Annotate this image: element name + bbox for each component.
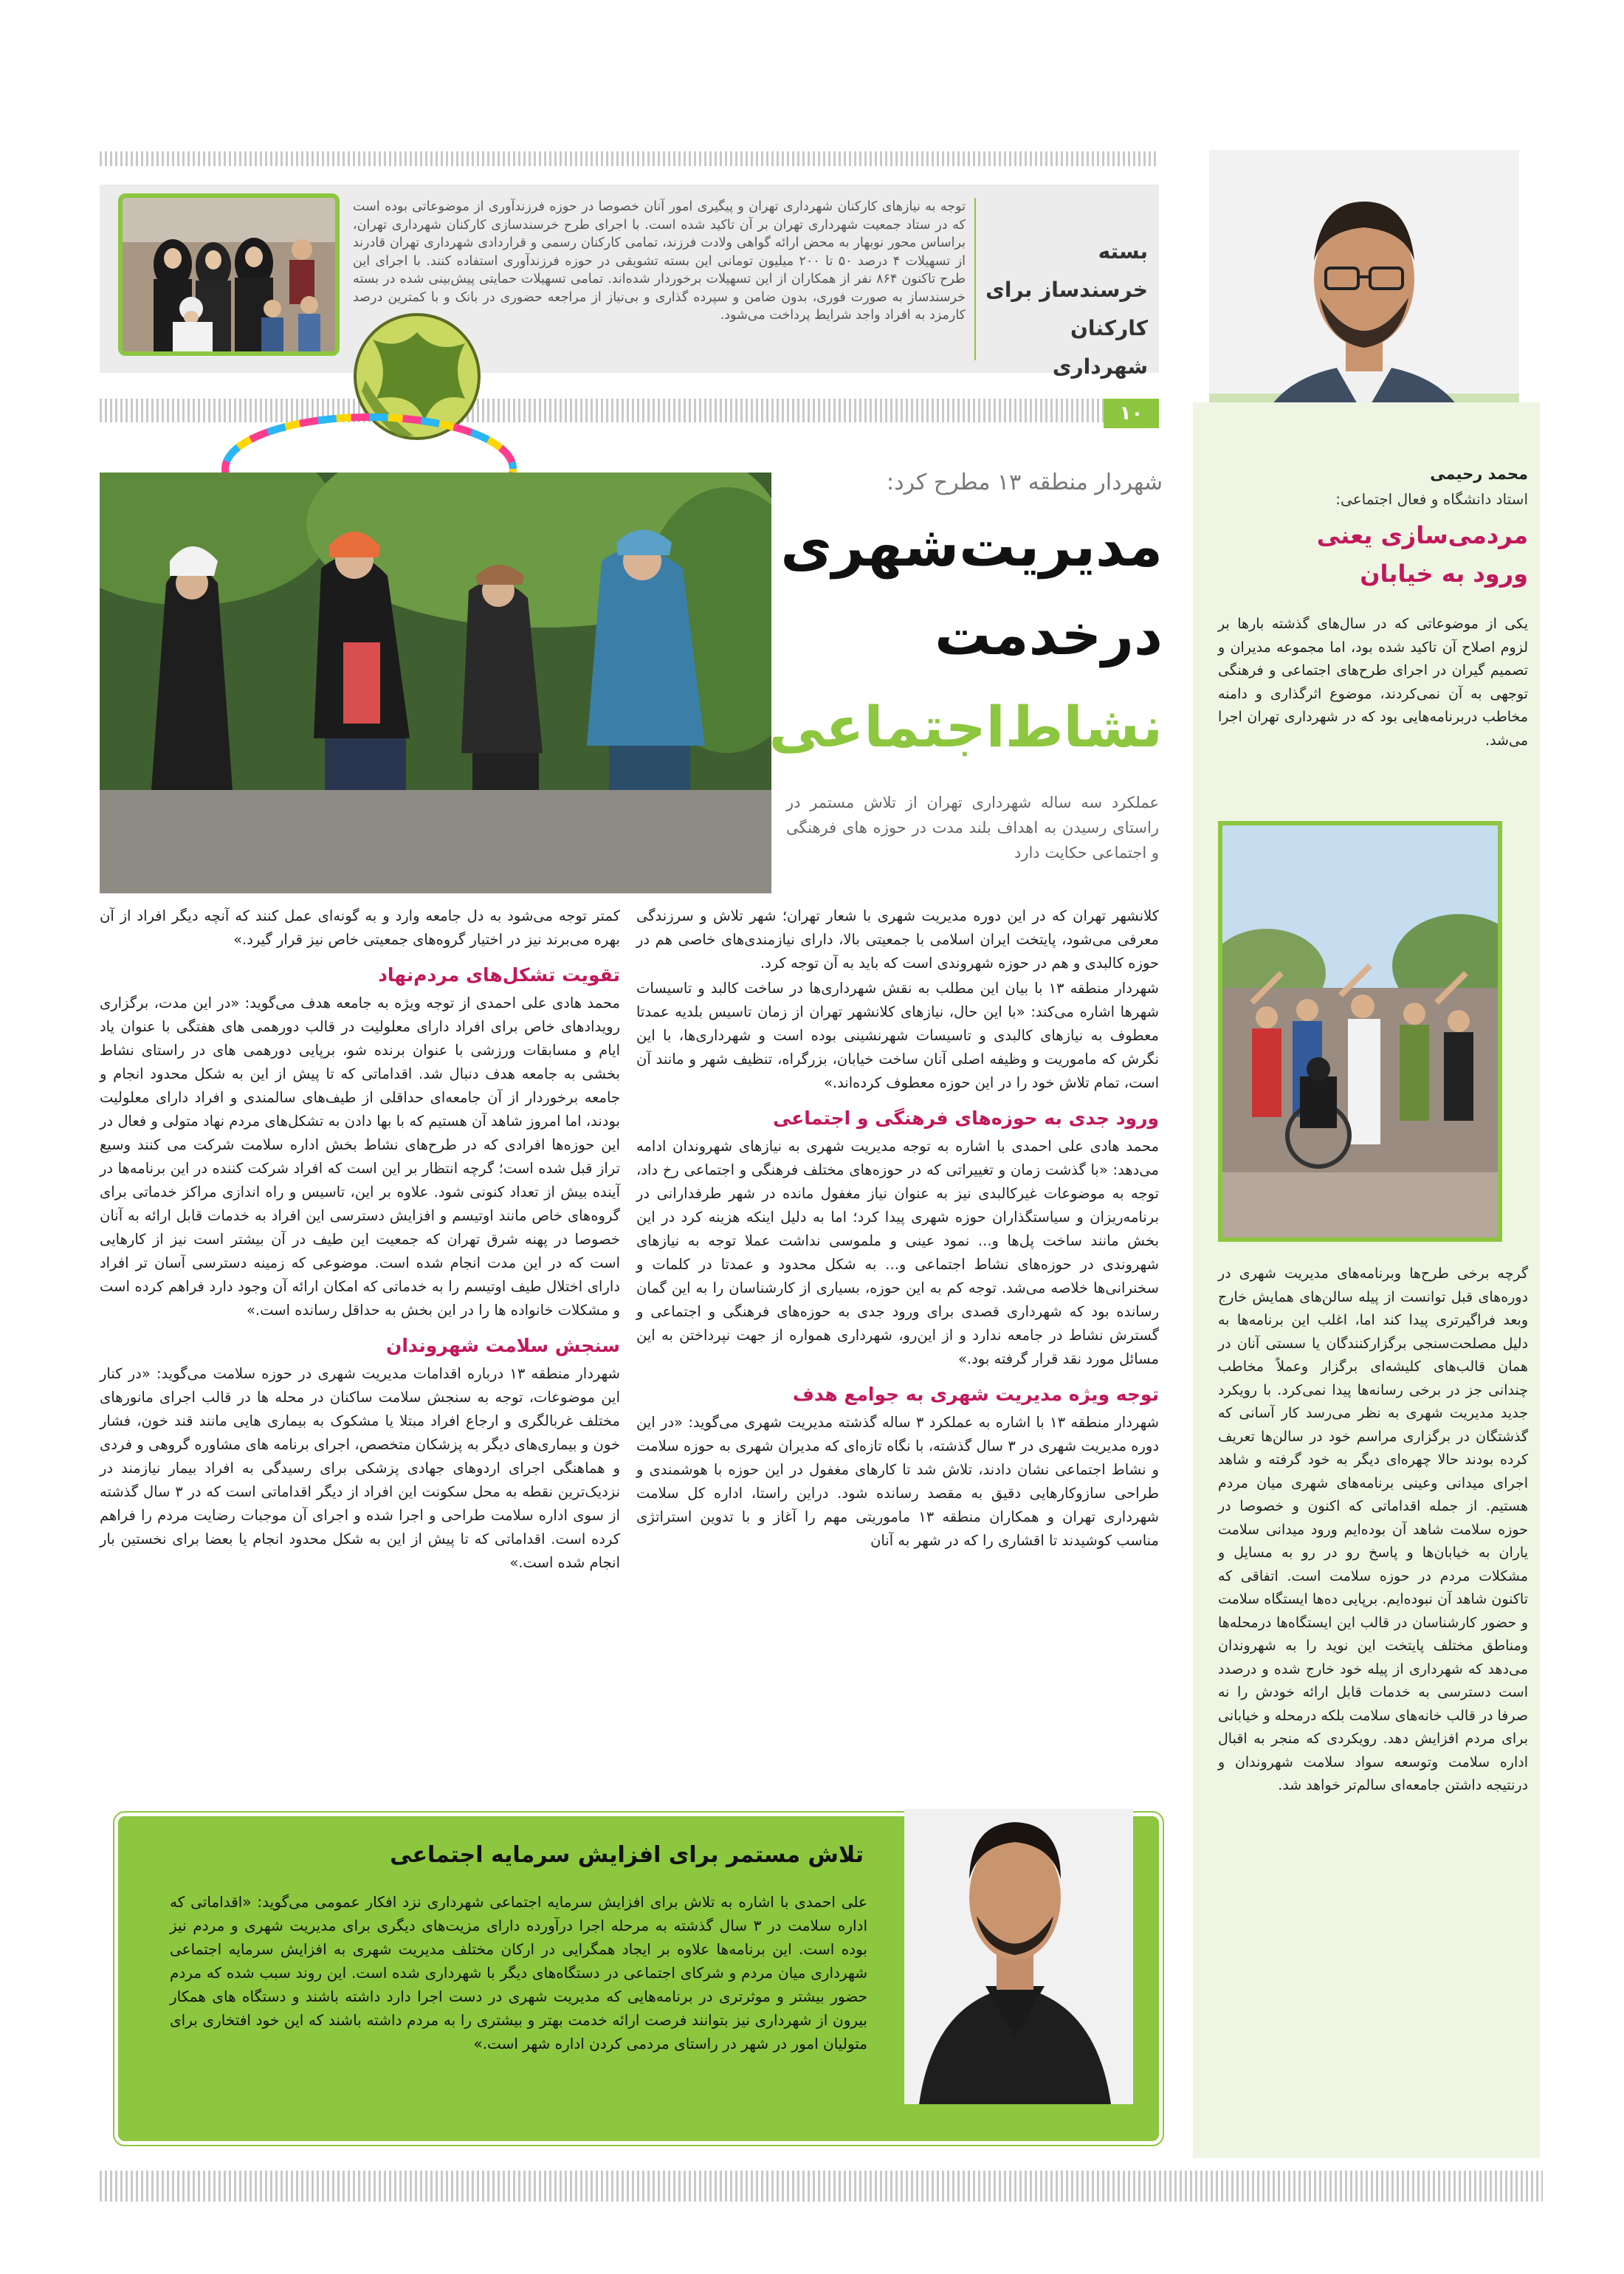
bottom-rule	[100, 2171, 1543, 2202]
sidebar-para-1: یکی از موضوعاتی که در سال‌های گذشته بارها بر لزوم اصلاح آن تاکید شده بود، اما مجموعه مدیران و تصمیم گیران در اجرای طرح‌های اجتماعی و فرهنگی توجهی به آن نمی‌کردند، موضوع اثرگذاری و دامنه مخاطب دربرنامه‌هایی بود که در شهرداری تهران اجرا می‌شد.	[1218, 616, 1528, 749]
col2-paragraph-3: شهردار منطقه ۱۳ درباره اقدامات مدیریت شهری در حوزه سلامت می‌گوید: «در کنار این موضوعات، توجه به سنجش سلامت ساکنان در محله ها در قالب اجرای مانورهای مختلف غربالگری و ارجاع افراد مبتلا یا مشکوک به بیماری هایی مانند قند خون، فشار خون و بیماری‌های دیگر به پزشکان متخصص، اجرای برنامه های مشاوره گروهی و فردی و هماهنگی اجرای اردوهای جهادی پزشکی برای رسیدگی به افراد بیمار نیازمند در نزدیک‌ترین نقطه به محل سکونت این افراد از دیگر اقداماتی است که در ۳ سال گذشته از سوی اداره سلامت طراحی و اجرا شده و اجرای آن موجبات رضایت مردم را فراهم کرده است. اقداماتی که تا پیش از این به شکل محدود انجام یا بعضا برای نخستین بار انجام شده است.»	[100, 1365, 620, 1571]
top-rule	[100, 151, 1159, 166]
sidebar-title-1: مردمی‌سازی یعنی	[1316, 521, 1528, 549]
ali-ahmadi-photo	[890, 1691, 1140, 2119]
teaser-divider	[974, 198, 976, 360]
headline-kicker: شهردار منطقه ۱۳ مطرح کرد:	[887, 470, 1163, 495]
headline-title-3: نشاط‌اجتماعی	[768, 694, 1163, 760]
headline-title-1: مدیریت‌شهری	[780, 513, 1163, 579]
col1-paragraph-4: شهردار منطقه ۱۳ با اشاره به عملکرد ۳ ساله گذشته مدیریت شهری می‌گوید: «در این دوره مدیریت شهری در ۳ سال گذشته، با نگاه تازه‌ای که مدیران شهری به حوزه سلامت و نشاط اجتماعی نشان دادند، تلاش شد تا کارهای مغفول در این حوزه با هوشمندی و طراحی سازوکارهایی دقیق به مقصد رسانده شود. دراین راستا، اداره کل سلامت شهرداری تهران و همکاران منطقه ۱۳ ماموریتی مهم را آغاز و با تدوین استراتژی مناسب کوشیدند تا اقشاری را که در شهر به آنان	[636, 1414, 1160, 1549]
teaser-title	[985, 233, 1148, 379]
teaser-body: توجه به نیازهای کارکنان شهرداری تهران و پیگیری امور آنان خصوصا در حوزه فرزندآوری از موضوعاتی بوده است که در ستاد جمعیت شهرداری تهران بر آن تاکید شده است. با اجرای طرح خرسندسازی کارکنان شهرداری تهران، براساس محور نوبهار به محض ارائه گواهی ولادت فرزند، تمامی کارکنان رسمی و قراردادی شهرداری تهران قادرند از تسهیلات ۴ درصد ۵۰ تا ۲۰۰ میلیون تومانی این بسته تشویقی در حوزه فرزندآوری استفاده کنند. با اجرای این طرح تاکنون ۸۶۴ نفر از همکاران از این تسهیلات برخوردار شده‌اند. تمامی تسهیلات حمایتی پیش‌بینی شده در بسته خرسندساز به صورت فوری، بدون ضامن و سپرده گذاری و بی‌نیاز از مراجعه حضوری در بانک و با کمترین درصد کارمزد به افراد واجد شرایط پرداخت می‌شود.	[353, 199, 966, 323]
sidebar-title-2: ورود به خیابان	[1360, 560, 1528, 588]
callout-body: علی احمدی با اشاره به تلاش برای افزایش سرمایه اجتماعی شهرداری نزد افکار عمومی می‌گوید: «اقداماتی که اداره سلامت در ۳ سال گذشته به مرحله اجرا درآورده دارای مزیت‌های دیگری برای مدیریت شهری و مردم نیز بوده است. این برنامه‌ها علاوه بر ایجاد همگرایی در ارکان مختلف مدیریت شهری به افزایش سرمایه اجتماعی شهرداری میان مردم و شرکای اجتماعی در دستگاه‌های دیگر با شهرداری شده است. این روند سبب شده که مردم حضور بیشتر و موثرتری در برنامه‌هایی که مدیریت شهری در دست اجرا دارد داشته باشند و دستگاه های همکار بیرون از شهرداری نیز بتوانند فرصت ارائه خدمت بهتر و بیشتری را به مردم داشته باشند که این خود افتخاری برای متولیان امور در شهر در راستای مردمی کردن اداره شهر است.»	[170, 1893, 867, 2053]
col2-paragraph-2: محمد هادی علی احمدی از توجه ویژه به جامعه هدف می‌گوید: «در این مدت، برگزاری رویدادهای خاص برای افراد دارای معلولیت در قالب دورهمی های هفتگی با عنوان یاد ایام و مسابقات ورزشی با عنوان برنده شو، برپایی دورهمی های در راستای نشاط بخشی به جامعه هدف دنبال شد. اقداماتی که تا پیش از این به شکل محدود انجام و جامعه برخوردار از آن جامعه‌ای حداقلی از طیف‌های سالمندی و افراد دارای معلولیت بودند، اما امروز شاهد آن هستیم که با بها دادن به تشکل‌های مردم نهاد متولی و فعال در این حوزه‌ها افرادی که در طرح‌های نشاط بخش اداره سلامت شرکت می کنند وسیع تراز قبل شده است؛ گرچه انتظار بر این است که افراد شرکت کننده در این برنامه‌ها در آینده بیش از تعداد کنونی شود. علاوه بر این، تاسیس و راه اندازی مراکز خدماتی برای گروه‌های خاص مانند اوتیسم و افزایش دسترسی این افراد به خدمات قابل ارائه به آنان خصوصا در پهنه شرق تهران که جمعیت این طیف در آن بیشتر است نیز از کارهایی است که در این مدت انجام شده است. موضوعی که زمینه دسترسی آسان تر افراد دارای اختلال طیف اوتیسم را به خدماتی که امکان ارائه آن وجود دارد فراهم کرده است و مشکلات خانواده ها را در این بخش به حداقل رسانده است.»	[100, 995, 620, 1319]
col2-subheading-1: تقویت تشکل‌های مردم‌نهاد	[378, 964, 620, 986]
col2-subheading-2: سنجش سلامت شهروندان	[386, 1335, 620, 1356]
col2-paragraph-1: کمتر توجه می‌شود به دل جامعه وارد و به گونه‌ای عمل کنند که آنچه دیگر افراد از آن بهره می‌برند نیز در اختیار گروه‌های جمعیتی خاص نیز قرار گیرد.»	[100, 907, 620, 948]
col1-paragraph-2: شهردار منطقه ۱۳ با بیان این مطلب به نقش شهرداری‌ها در ساخت کالبد و تاسیسات شهرها اشاره می‌کند: «با این حال، نیازهای کلانشهر تهران از زمان تاسیس بلدیه عمدتا معطوف به نیازهای کالبدی و تاسیسات شهرنشینی بوده است و شهرداری‌ها، با این نگرش که ماموریت و وظیفه اصلی آنان ساخت خیابان، بزرگراه، تنظیف شهر و مانند آن است، تمام تلاش خود را در این حوزه معطوف کرده‌اند.»	[636, 980, 1159, 1091]
col1-subheading-2: توجه ویژه مدیریت شهری به جوامع هدف	[792, 1384, 1159, 1405]
page-number: ۱۰	[1119, 402, 1143, 425]
callout-title: تلاش مستمر برای افزایش سرمایه اجتماعی	[390, 1842, 864, 1868]
col1-paragraph-1: کلانشهر تهران که در این دوره مدیریت شهری با شعار تهران؛ شهر تلاش و سرزندگی معرفی می‌شود، پایتخت ایران اسلامی با جمعیتی بالا، دارای نیازمندی‌های خاصی هم در حوزه کالبدی و هم در حوزه شهروندی است که باید به آن توجه کرد.	[636, 907, 1159, 972]
article-column-2	[100, 904, 620, 1575]
col1-paragraph-3: محمد هادی علی احمدی با اشاره به توجه مدیریت شهری به نیازهای شهروندان ادامه می‌دهد: «با گذشت زمان و تغییراتی که در حوزه‌های مختلف فرهنگی و اجتماعی رخ داد، توجه به موضوعات غیرکالبدی نیز به عنوان نیاز مغفول مانده در شهر طرفدارانی در برنامه‌ریزان و سیاستگذاران حوزه شهری پیدا کرد؛ اما به دلیل اینکه هزینه کرد در این بخش مانند ساخت پل‌ها و... نمود عینی و ملموسی نداشت عملا توجه به نیازهای شهروندی در حوزه‌های نشاط اجتماعی و... به شکل محدود و عمدتا در کلمات و سخنرانی‌ها خلاصه می‌شد. توجه کم به این حوزه، بسیاری از کارشناسان را به این گمان رسانده بود که شهرداری قصدی برای ورود جدی به حوزه‌های فرهنگی و اجتماعی و گسترش نشاط در جامعه ندارد و از این‌رو، شهرداری همواره از جهت نپرداختن به این مسائل مورد نقد قرار گرفته بود.»	[636, 1138, 1159, 1367]
health-event-photo	[1218, 821, 1502, 1242]
teaser-title-text: بسته خرسندساز برای کارکنان شهرداری	[985, 239, 1148, 379]
headline-title-2: درخدمت	[935, 602, 1163, 667]
street-activity-photo	[100, 473, 771, 893]
sidebar-para-2: گرچه برخی طرح‌ها وبرنامه‌های مدیریت شهری در دوره‌های قبل توانست از پیله سالن‌های همایش خارج وبعد فراگیرتری پیدا کند اما، اغلب این برنامه‌ها به دلیل مصلحت‌سنجی برگزارکنندگان یا سستی آنان در همان قالب‌های کلیشه‌ای برگزار وعملاً مخاطب چندانی جز در برخی رسانه‌ها پیدا نمی‌کرد. با رویکرد جدید مدیریت شهری به نظر می‌رسد کار آسانی که گذشتگان در برگزاری مراسم خود در سالن‌ها تعریف کرده بودند حالا چهره‌ای دیگر به خود گرفته و شاهد اجرای میدانی وعینی برنامه‌های شهری میان مردم هستیم. از جمله اقداماتی که اکنون و خصوصا در حوزه سلامت شاهد آن بوده‌ایم ورود میدانی سلامت یاران به خیابان‌ها و پاسخ رو در رو به مسایل و مشکلات مردم در حوزه سلامت است. اتفاقی که تاکنون شاهد آن نبوده‌ایم. برپایی ده‌ها ایستگاه سلامت و حضور کارشناسان در قالب این ایستگاه‌ها درمحله‌ها ومناطق مختلف پایتخت این نوید را به شهروندان می‌دهد که شهرداری از پیله خود خارج شده و درصدد است دسترسی به خدمات قابل ارائه خودش را نه صرفا در قالب خانه‌های سلامت بلکه درمحله و خیابانی برای مردم افزایش دهد. رویکردی که منجر به اقبال اداره سلامت وتوسعه سواد سلامت شهروندان و درنتیجه داشتن جامعه‌ای سالم‌تر خواهد شد.	[1218, 1265, 1528, 1793]
page-number-box	[1104, 399, 1159, 428]
sidebar-author-name: محمد رحیمی	[1430, 465, 1528, 483]
sidebar-author-role: استاد دانشگاه و فعال اجتماعی:	[1335, 490, 1528, 508]
col1-subheading-1: ورود جدی به حوزه‌های فرهنگی و اجتماعی	[772, 1107, 1159, 1129]
article-column-1	[636, 904, 1159, 1553]
headline-lead: عملکرد سه ساله شهرداری تهران از تلاش مستمر در راستای رسیدن به اهداف بلند مدت در حوزه های فرهنگی و اجتماعی حکایت دارد	[786, 794, 1159, 862]
